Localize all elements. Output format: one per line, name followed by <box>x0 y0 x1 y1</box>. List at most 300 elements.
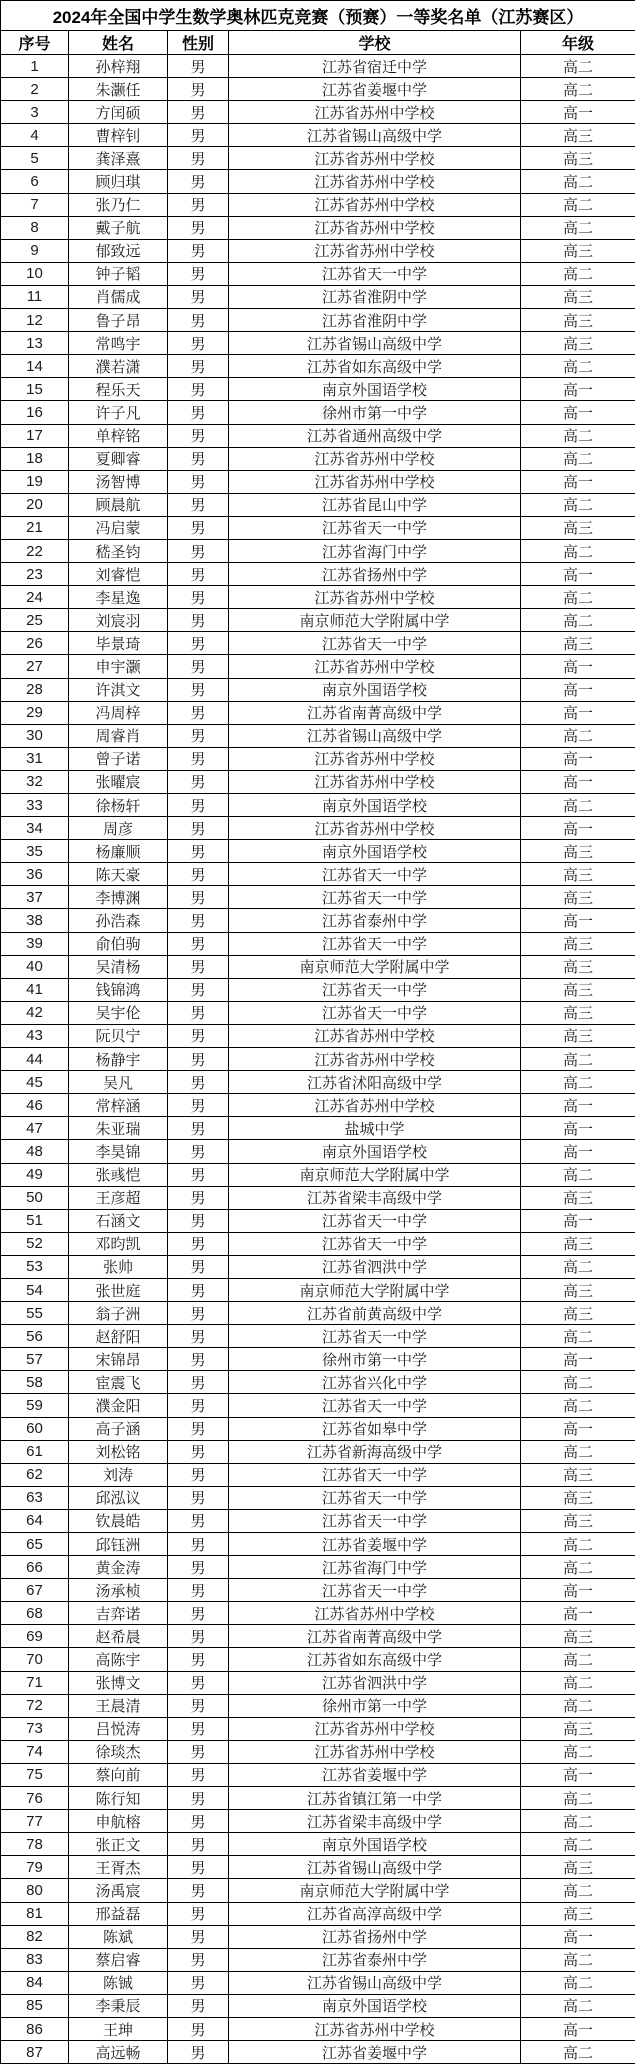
cell-index: 16 <box>1 401 69 424</box>
cell-school: 江苏省苏州中学校 <box>229 655 521 678</box>
cell-grade: 高二 <box>521 1971 635 1994</box>
cell-gender: 男 <box>168 193 229 216</box>
cell-index: 44 <box>1 1048 69 1071</box>
table-row <box>1 1971 635 1994</box>
table-row <box>1 2041 635 2064</box>
cell-index: 30 <box>1 724 69 747</box>
table-row <box>1 955 635 978</box>
cell-grade: 高一 <box>521 1209 635 1232</box>
cell-name: 戴子航 <box>69 216 168 239</box>
cell-gender: 男 <box>168 1787 229 1810</box>
cell-index: 2 <box>1 78 69 101</box>
cell-school: 江苏省姜堰中学 <box>229 78 521 101</box>
cell-school: 江苏省苏州中学校 <box>229 1602 521 1625</box>
cell-index: 29 <box>1 701 69 724</box>
table-row <box>1 1717 635 1740</box>
cell-index: 43 <box>1 1024 69 1047</box>
cell-grade: 高一 <box>521 701 635 724</box>
table-row <box>1 1740 635 1763</box>
cell-name: 鲁子昂 <box>69 309 168 332</box>
table-row <box>1 516 635 539</box>
cell-gender: 男 <box>168 955 229 978</box>
cell-gender: 男 <box>168 1024 229 1047</box>
cell-index: 21 <box>1 516 69 539</box>
cell-grade: 高二 <box>521 262 635 285</box>
cell-gender: 男 <box>168 1879 229 1902</box>
cell-gender: 男 <box>168 1001 229 1024</box>
table-row <box>1 655 635 678</box>
cell-school: 江苏省锡山高级中学 <box>229 332 521 355</box>
cell-school: 江苏省天一中学 <box>229 932 521 955</box>
cell-index: 25 <box>1 609 69 632</box>
cell-name: 宦震飞 <box>69 1371 168 1394</box>
cell-gender: 男 <box>168 1371 229 1394</box>
cell-school: 江苏省海门中学 <box>229 1556 521 1579</box>
cell-index: 71 <box>1 1671 69 1694</box>
cell-grade: 高一 <box>521 1417 635 1440</box>
cell-index: 50 <box>1 1186 69 1209</box>
cell-name: 张正文 <box>69 1833 168 1856</box>
cell-school: 江苏省天一中学 <box>229 1463 521 1486</box>
table-row <box>1 932 635 955</box>
cell-index: 22 <box>1 539 69 562</box>
cell-name: 王胥杰 <box>69 1856 168 1879</box>
cell-school: 江苏省如皋中学 <box>229 1417 521 1440</box>
cell-gender: 男 <box>168 770 229 793</box>
cell-name: 汤禹宸 <box>69 1879 168 1902</box>
cell-name: 常梓涵 <box>69 1094 168 1117</box>
cell-index: 52 <box>1 1232 69 1255</box>
cell-school: 南京师范大学附属中学 <box>229 955 521 978</box>
cell-gender: 男 <box>168 1094 229 1117</box>
cell-gender: 男 <box>168 1533 229 1556</box>
table-row <box>1 401 635 424</box>
cell-index: 86 <box>1 2017 69 2040</box>
cell-name: 常鸣宇 <box>69 332 168 355</box>
column-header-gender: 性别 <box>168 31 229 55</box>
cell-school: 江苏省泰州中学 <box>229 909 521 932</box>
cell-index: 62 <box>1 1463 69 1486</box>
header-row <box>1 31 635 55</box>
cell-grade: 高二 <box>521 1048 635 1071</box>
cell-name: 吕悦涛 <box>69 1717 168 1740</box>
table-row <box>1 1833 635 1856</box>
cell-gender: 男 <box>168 1694 229 1717</box>
cell-grade: 高一 <box>521 1117 635 1140</box>
cell-grade: 高二 <box>521 1879 635 1902</box>
cell-gender: 男 <box>168 724 229 747</box>
cell-name: 高子涵 <box>69 1417 168 1440</box>
cell-gender: 男 <box>168 1971 229 1994</box>
cell-grade: 高二 <box>521 424 635 447</box>
cell-gender: 男 <box>168 563 229 586</box>
table-row <box>1 309 635 332</box>
cell-school: 徐州市第一中学 <box>229 1694 521 1717</box>
cell-school: 江苏省天一中学 <box>229 863 521 886</box>
table-row <box>1 1302 635 1325</box>
cell-name: 高远畅 <box>69 2041 168 2064</box>
cell-grade: 高三 <box>521 124 635 147</box>
cell-index: 40 <box>1 955 69 978</box>
cell-index: 57 <box>1 1348 69 1371</box>
cell-school: 江苏省天一中学 <box>229 1325 521 1348</box>
cell-gender: 男 <box>168 539 229 562</box>
cell-grade: 高一 <box>521 817 635 840</box>
cell-school: 江苏省淮阴中学 <box>229 309 521 332</box>
cell-gender: 男 <box>168 2041 229 2064</box>
cell-school: 江苏省天一中学 <box>229 1232 521 1255</box>
cell-school: 江苏省扬州中学 <box>229 563 521 586</box>
cell-school: 江苏省天一中学 <box>229 516 521 539</box>
cell-school: 江苏省苏州中学校 <box>229 1094 521 1117</box>
cell-name: 赵希晨 <box>69 1625 168 1648</box>
cell-name: 邓昀凯 <box>69 1232 168 1255</box>
cell-school: 江苏省苏州中学校 <box>229 1048 521 1071</box>
cell-school: 江苏省姜堰中学 <box>229 1533 521 1556</box>
table-row <box>1 1186 635 1209</box>
cell-name: 刘宸羽 <box>69 609 168 632</box>
cell-name: 吴凡 <box>69 1071 168 1094</box>
cell-index: 24 <box>1 586 69 609</box>
cell-school: 江苏省天一中学 <box>229 978 521 1001</box>
cell-school: 江苏省如东高级中学 <box>229 355 521 378</box>
cell-school: 江苏省海门中学 <box>229 539 521 562</box>
cell-name: 孙梓翔 <box>69 55 168 78</box>
cell-gender: 男 <box>168 216 229 239</box>
cell-name: 张乃仁 <box>69 193 168 216</box>
cell-index: 27 <box>1 655 69 678</box>
table-row <box>1 1140 635 1163</box>
cell-index: 48 <box>1 1140 69 1163</box>
cell-gender: 男 <box>168 1763 229 1786</box>
cell-school: 江苏省苏州中学校 <box>229 586 521 609</box>
column-header-school: 学校 <box>229 31 521 55</box>
cell-grade: 高二 <box>521 539 635 562</box>
table-row <box>1 1371 635 1394</box>
table-row <box>1 609 635 632</box>
cell-grade: 高一 <box>521 1602 635 1625</box>
table-row <box>1 1232 635 1255</box>
cell-name: 毕景琦 <box>69 632 168 655</box>
cell-name: 周彦 <box>69 817 168 840</box>
cell-school: 江苏省淮阴中学 <box>229 285 521 308</box>
cell-school: 南京外国语学校 <box>229 1140 521 1163</box>
cell-gender: 男 <box>168 262 229 285</box>
cell-gender: 男 <box>168 1579 229 1602</box>
cell-school: 江苏省姜堰中学 <box>229 2041 521 2064</box>
cell-gender: 男 <box>168 493 229 516</box>
cell-index: 7 <box>1 193 69 216</box>
cell-name: 王晨清 <box>69 1694 168 1717</box>
table-row <box>1 817 635 840</box>
cell-index: 20 <box>1 493 69 516</box>
table-row <box>1 1948 635 1971</box>
cell-grade: 高三 <box>521 932 635 955</box>
cell-school: 南京外国语学校 <box>229 378 521 401</box>
cell-name: 吉弈诺 <box>69 1602 168 1625</box>
cell-school: 徐州市第一中学 <box>229 1348 521 1371</box>
cell-gender: 男 <box>168 1209 229 1232</box>
cell-name: 濮金阳 <box>69 1394 168 1417</box>
cell-index: 51 <box>1 1209 69 1232</box>
cell-index: 33 <box>1 794 69 817</box>
cell-index: 38 <box>1 909 69 932</box>
cell-index: 80 <box>1 1879 69 1902</box>
cell-school: 江苏省苏州中学校 <box>229 470 521 493</box>
table-row <box>1 470 635 493</box>
cell-gender: 男 <box>168 1671 229 1694</box>
cell-school: 江苏省新海高级中学 <box>229 1440 521 1463</box>
cell-grade: 高二 <box>521 1255 635 1278</box>
cell-name: 许子凡 <box>69 401 168 424</box>
cell-index: 61 <box>1 1440 69 1463</box>
cell-gender: 男 <box>168 1325 229 1348</box>
cell-school: 江苏省如东高级中学 <box>229 1648 521 1671</box>
cell-grade: 高一 <box>521 678 635 701</box>
cell-index: 1 <box>1 55 69 78</box>
cell-gender: 男 <box>168 1648 229 1671</box>
cell-gender: 男 <box>168 516 229 539</box>
cell-gender: 男 <box>168 1463 229 1486</box>
cell-index: 58 <box>1 1371 69 1394</box>
table-row <box>1 424 635 447</box>
cell-name: 陈天豪 <box>69 863 168 886</box>
cell-name: 张博文 <box>69 1671 168 1694</box>
cell-school: 江苏省锡山高级中学 <box>229 724 521 747</box>
cell-grade: 高二 <box>521 1833 635 1856</box>
column-header-name: 姓名 <box>69 31 168 55</box>
table-row <box>1 863 635 886</box>
cell-index: 59 <box>1 1394 69 1417</box>
cell-grade: 高三 <box>521 632 635 655</box>
cell-name: 高陈宇 <box>69 1648 168 1671</box>
table-row <box>1 1094 635 1117</box>
cell-index: 12 <box>1 309 69 332</box>
cell-gender: 男 <box>168 1302 229 1325</box>
cell-index: 53 <box>1 1255 69 1278</box>
cell-index: 85 <box>1 1994 69 2017</box>
table-row <box>1 55 635 78</box>
cell-grade: 高二 <box>521 1994 635 2017</box>
cell-grade: 高一 <box>521 1763 635 1786</box>
cell-name: 单梓铭 <box>69 424 168 447</box>
table-row <box>1 1625 635 1648</box>
cell-index: 36 <box>1 863 69 886</box>
cell-name: 刘涛 <box>69 1463 168 1486</box>
cell-name: 吴宇伦 <box>69 1001 168 1024</box>
cell-school: 江苏省天一中学 <box>229 1509 521 1532</box>
cell-gender: 男 <box>168 586 229 609</box>
cell-gender: 男 <box>168 1602 229 1625</box>
cell-gender: 男 <box>168 147 229 170</box>
table-row <box>1 1001 635 1024</box>
cell-school: 江苏省梁丰高级中学 <box>229 1810 521 1833</box>
cell-name: 夏卿睿 <box>69 447 168 470</box>
cell-name: 朱灏任 <box>69 78 168 101</box>
cell-index: 42 <box>1 1001 69 1024</box>
cell-gender: 男 <box>168 632 229 655</box>
cell-gender: 男 <box>168 1994 229 2017</box>
table-row <box>1 770 635 793</box>
cell-gender: 男 <box>168 1417 229 1440</box>
table-row <box>1 1463 635 1486</box>
table-row <box>1 493 635 516</box>
cell-grade: 高二 <box>521 78 635 101</box>
cell-gender: 男 <box>168 747 229 770</box>
cell-school: 南京外国语学校 <box>229 794 521 817</box>
cell-school: 江苏省沭阳高级中学 <box>229 1071 521 1094</box>
cell-index: 81 <box>1 1902 69 1925</box>
cell-gender: 男 <box>168 1833 229 1856</box>
cell-grade: 高三 <box>521 239 635 262</box>
cell-grade: 高二 <box>521 55 635 78</box>
cell-name: 濮若潇 <box>69 355 168 378</box>
cell-grade: 高一 <box>521 563 635 586</box>
cell-name: 冯启蒙 <box>69 516 168 539</box>
cell-grade: 高三 <box>521 1717 635 1740</box>
table-row <box>1 886 635 909</box>
cell-index: 47 <box>1 1117 69 1140</box>
cell-gender: 男 <box>168 678 229 701</box>
table-row <box>1 262 635 285</box>
cell-grade: 高二 <box>521 1440 635 1463</box>
cell-name: 汤承桢 <box>69 1579 168 1602</box>
cell-grade: 高一 <box>521 401 635 424</box>
cell-index: 18 <box>1 447 69 470</box>
cell-index: 34 <box>1 817 69 840</box>
table-row <box>1 1994 635 2017</box>
cell-index: 69 <box>1 1625 69 1648</box>
table-row <box>1 1117 635 1140</box>
cell-index: 35 <box>1 840 69 863</box>
cell-school: 南京外国语学校 <box>229 678 521 701</box>
cell-school: 江苏省苏州中学校 <box>229 193 521 216</box>
table-row <box>1 2017 635 2040</box>
cell-school: 南京外国语学校 <box>229 1994 521 2017</box>
table-row <box>1 678 635 701</box>
cell-grade: 高二 <box>521 609 635 632</box>
table-row <box>1 1579 635 1602</box>
table-body <box>1 55 635 2064</box>
cell-school: 南京师范大学附属中学 <box>229 1278 521 1301</box>
table-row <box>1 1440 635 1463</box>
cell-gender: 男 <box>168 863 229 886</box>
cell-grade: 高三 <box>521 1856 635 1879</box>
cell-name: 张曜宸 <box>69 770 168 793</box>
cell-school: 江苏省苏州中学校 <box>229 447 521 470</box>
cell-index: 56 <box>1 1325 69 1348</box>
cell-school: 南京师范大学附属中学 <box>229 1879 521 1902</box>
cell-index: 3 <box>1 101 69 124</box>
table-row <box>1 1925 635 1948</box>
cell-school: 江苏省苏州中学校 <box>229 2017 521 2040</box>
cell-index: 32 <box>1 770 69 793</box>
cell-school: 江苏省苏州中学校 <box>229 817 521 840</box>
cell-school: 江苏省梁丰高级中学 <box>229 1186 521 1209</box>
cell-school: 盐城中学 <box>229 1117 521 1140</box>
cell-name: 肖儒成 <box>69 285 168 308</box>
table-row <box>1 840 635 863</box>
cell-grade: 高二 <box>521 1948 635 1971</box>
cell-gender: 男 <box>168 470 229 493</box>
cell-index: 14 <box>1 355 69 378</box>
cell-grade: 高二 <box>521 1163 635 1186</box>
table-row <box>1 78 635 101</box>
table-row <box>1 1278 635 1301</box>
cell-school: 江苏省锡山高级中学 <box>229 124 521 147</box>
cell-school: 江苏省泰州中学 <box>229 1948 521 1971</box>
cell-gender: 男 <box>168 909 229 932</box>
table-row <box>1 239 635 262</box>
cell-grade: 高三 <box>521 886 635 909</box>
table-row <box>1 1048 635 1071</box>
cell-gender: 男 <box>168 1394 229 1417</box>
table-row <box>1 1763 635 1786</box>
table-row <box>1 978 635 1001</box>
cell-index: 65 <box>1 1533 69 1556</box>
cell-grade: 高二 <box>521 2041 635 2064</box>
cell-grade: 高一 <box>521 101 635 124</box>
cell-gender: 男 <box>168 1486 229 1509</box>
cell-school: 江苏省通州高级中学 <box>229 424 521 447</box>
cell-gender: 男 <box>168 1255 229 1278</box>
cell-school: 江苏省苏州中学校 <box>229 1717 521 1740</box>
cell-name: 郁致远 <box>69 239 168 262</box>
table-row <box>1 1071 635 1094</box>
cell-index: 11 <box>1 285 69 308</box>
cell-grade: 高一 <box>521 909 635 932</box>
cell-gender: 男 <box>168 978 229 1001</box>
cell-index: 6 <box>1 170 69 193</box>
cell-grade: 高一 <box>521 1579 635 1602</box>
cell-name: 程乐天 <box>69 378 168 401</box>
cell-gender: 男 <box>168 794 229 817</box>
cell-name: 徐琰杰 <box>69 1740 168 1763</box>
cell-gender: 男 <box>168 1186 229 1209</box>
cell-grade: 高三 <box>521 1278 635 1301</box>
cell-school: 江苏省苏州中学校 <box>229 1740 521 1763</box>
cell-grade: 高二 <box>521 1648 635 1671</box>
cell-school: 南京师范大学附属中学 <box>229 609 521 632</box>
cell-grade: 高三 <box>521 1625 635 1648</box>
table-row <box>1 1163 635 1186</box>
cell-grade: 高一 <box>521 1348 635 1371</box>
cell-index: 46 <box>1 1094 69 1117</box>
cell-grade: 高二 <box>521 355 635 378</box>
cell-grade: 高二 <box>521 794 635 817</box>
cell-gender: 男 <box>168 1740 229 1763</box>
cell-school: 江苏省天一中学 <box>229 1209 521 1232</box>
cell-index: 72 <box>1 1694 69 1717</box>
cell-gender: 男 <box>168 447 229 470</box>
cell-grade: 高一 <box>521 2017 635 2040</box>
cell-name: 蔡启睿 <box>69 1948 168 1971</box>
cell-school: 南京外国语学校 <box>229 840 521 863</box>
cell-grade: 高二 <box>521 1810 635 1833</box>
cell-index: 66 <box>1 1556 69 1579</box>
cell-grade: 高二 <box>521 1325 635 1348</box>
cell-gender: 男 <box>168 1071 229 1094</box>
cell-grade: 高二 <box>521 1371 635 1394</box>
cell-gender: 男 <box>168 1810 229 1833</box>
table-row <box>1 747 635 770</box>
cell-grade: 高二 <box>521 1533 635 1556</box>
cell-index: 23 <box>1 563 69 586</box>
cell-index: 64 <box>1 1509 69 1532</box>
table-row <box>1 1024 635 1047</box>
cell-school: 江苏省南菁高级中学 <box>229 1625 521 1648</box>
cell-name: 许淇文 <box>69 678 168 701</box>
